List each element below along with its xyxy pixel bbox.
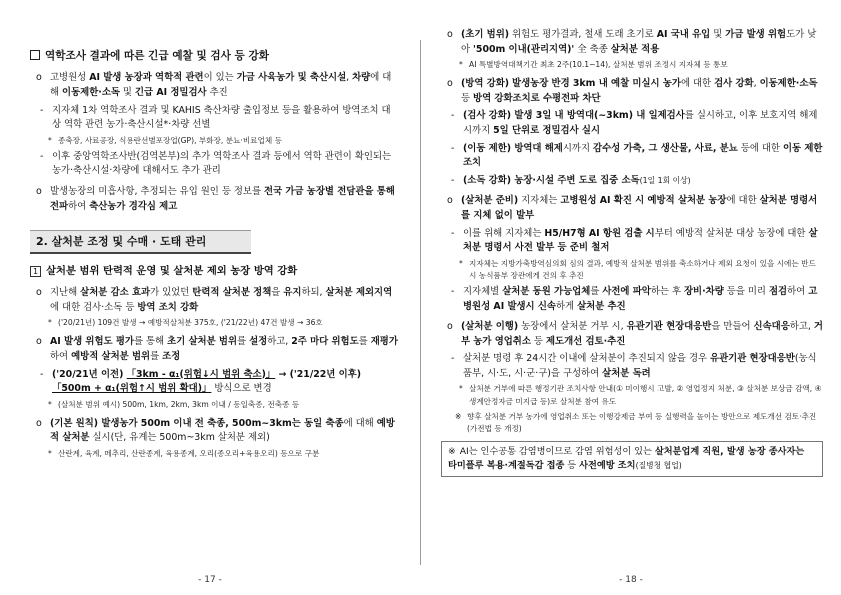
footnote-outbreak-stats: * ('20/21년) 109건 발생 → 예방적살처분 375호, ('21/22년) 47건 발생 → 36호 [30,317,398,329]
footnote-admin-measures: * 살처분 거부에 따른 행정기관 조치사항 안내(① 미이행시 고발, ② 영업정지 처분, ③ 살처분 보상금 감액, ④ 생계안정자금 미지급 등)로 살처분 참여 유도 [441,383,823,407]
subitem-movement-restrict: - (이동 제한) 방역대 해제시까지 감수성 가축, 그 생산물, 사료, 분뇨 등에 대한 이동 제한 조치 [441,142,823,171]
notice-box-tamiflu: ※ AI는 인수공통 감염병이므로 감염 위험성이 있는 살처분업계 직원, 발생 농장 종사자는 타미플루 복용·계절독감 접종 등 사전예방 조치(질병청 협업) [441,441,823,478]
footnote-facilities: * 종축장, 사료공장, 식용란선별포장업(GP), 부화장, 분뇨·비료업체 등 [30,135,398,147]
item-culling-execution: o (살처분 이행) 농장에서 살처분 거부 시, 유관기관 현장대응반을 만들어 신속대응하고, 거부 농가 영업취소 등 제도개선 검토·추진 [441,320,823,349]
subitem-range-change: - ('20/21년 이전) 「3km - α₁(위험↓시 범위 축소)」 → ('21/22년 이후) 「500m + α₁(위험↑시 범위 확대)」 방식으로 변경 [30,368,398,397]
heading-epidemiology: 역학조사 결과에 따른 긴급 예찰 및 검사 등 강화 [30,48,398,64]
item-culling-prep: o (살처분 준비) 지자체는 고병원성 AI 확진 시 예방적 살처분 농장에 대한 살처분 명령서를 지체 없이 발부 [441,194,823,223]
subitem-disinfection: - (소독 강화) 농장·시설 주변 도로 집중 소독(1일 1회 이상) [441,174,823,189]
subitem-response-team: - 살처분 명령 후 24시간 이내에 살처분이 추진되지 않을 경우 유관기관 현장대응반(농식품부, 시·도, 시·군·구)을 구성하여 살처분 독려 [441,352,823,381]
subitem-contractors: - 지자체별 살처분 동원 가능업체를 사전에 파악하는 후 장비·차량 등을 미리 점검하여 고병원성 AI 발생시 신속하게 살처분 추진 [441,285,823,314]
page-17-content [30,48,398,460]
page-number-left: - 17 - [198,575,222,585]
footnote-special-period: * AI 특별방역대책기간 최초 2주(10.1~14), 살처분 범위 조정시 지자체 등 통보 [441,59,823,71]
item-flexible-culling: o 지난해 살처분 감소 효과가 있었던 탄력적 살처분 정책을 유지하되, 살처분 제외지역에 대한 검사·소독 등 방역 조치 강화 [30,286,398,315]
subitem-central-team: - 이후 중앙역학조사반(검역본부)의 추가 역학조사 결과 등에서 역학 관련이 확인되는 농가·축산시설·차량에 대해서도 추가 관리 [30,150,398,179]
subheading-culling-range: 1 살처분 범위 탄력적 운영 및 살처분 제외 농장 방역 강화 [30,264,398,280]
subitem-test-strengthen: - (검사 강화) 발생 3일 내 방역대(~3km) 내 일제검사를 실시하고, 이후 보호지역 해제 시까지 5일 단위로 정밀검사 실시 [441,109,823,138]
page-18-content [441,28,823,477]
page-number-right: - 18 - [619,575,643,585]
footnote-range-examples: * (살처분 범위 예시) 500m, 1km, 2km, 3km 이내 / 동일축종, 전축종 등 [30,399,398,411]
item-emergency-inspection: o 고병원성 AI 발생 농장과 역학적 관련이 있는 가금 사육농가 및 축산시설, 차량에 대해 이동제한·소독 및 긴급 AI 정밀검사 추진 [30,71,398,100]
item-initial-range: o (초기 범위) 위험도 평가결과, 철새 도래 초기로 AI 국내 유입 및 가금 발생 위험도가 낮아 '500m 이내(관리지역)' 全 축종 살처분 적용 [441,28,823,57]
item-basic-principle: o (기본 원칙) 발생농가 500m 이내 전 축종, 500m~3km는 동일 축종에 대해 예방적 살처분 실시(단, 유계는 500m~3km 살처분 제외) [30,417,398,446]
subheading-number: 1 [30,266,41,277]
square-bullet-icon [30,50,40,60]
item-risk-assessment: o AI 발생 위험도 평가를 통해 초기 살처분 범위를 설정하고, 2주 마다 위험도를 재평가하여 예방적 살처분 범위를 조정 [30,335,398,364]
section-header-culling: 2. 살처분 조정 및 수매 · 도태 관리 [30,230,251,254]
subitem-order-prep: - 이를 위해 지자체는 H5/H7형 AI 항원 검출 시부터 예방적 살처분 대상 농장에 대한 살처분 명령서 사전 발부 등 준비 철저 [441,227,823,256]
note-system-improve: ※ 향후 살처분 거부 농가에 영업취소 또는 이행강제금 부여 등 실행력을 높이는 방안으로 제도개선 검토·추진(가전법 등 개정) [441,411,823,435]
footnote-council: * 지자체는 지방가축방역심의회 심의 결과, 예방적 살처분 범위를 축소하거나 제외 요청이 있을 시에는 반드시 농식품부 장관에게 건의 후 추진 [441,258,823,282]
subitem-kahis: - 지자체 1차 역학조사 결과 및 KAHIS 축산차량 출입정보 등을 활용하여 방역조치 대상 역학 관련 농가·축산시설*·차량 선별 [30,104,398,133]
page-18 [421,0,841,595]
page-17 [0,0,420,595]
item-info-sharing: o 발생농장의 미흡사항, 추정되는 유입 원인 등 정보를 전국 가금 농장별 전담관을 통해 전파하여 축산농가 경각심 제고 [30,185,398,214]
footnote-species: * 산란계, 육계, 메추리, 산란종계, 육용종계, 오리(종오리+육용오리) 등으로 구분 [30,448,398,460]
item-quarantine-strengthen: o (방역 강화) 발생농장 반경 3km 내 예찰 미실시 농가에 대한 검사 강화, 이동제한·소독 등 방역 강화조치로 수평전파 차단 [441,77,823,106]
